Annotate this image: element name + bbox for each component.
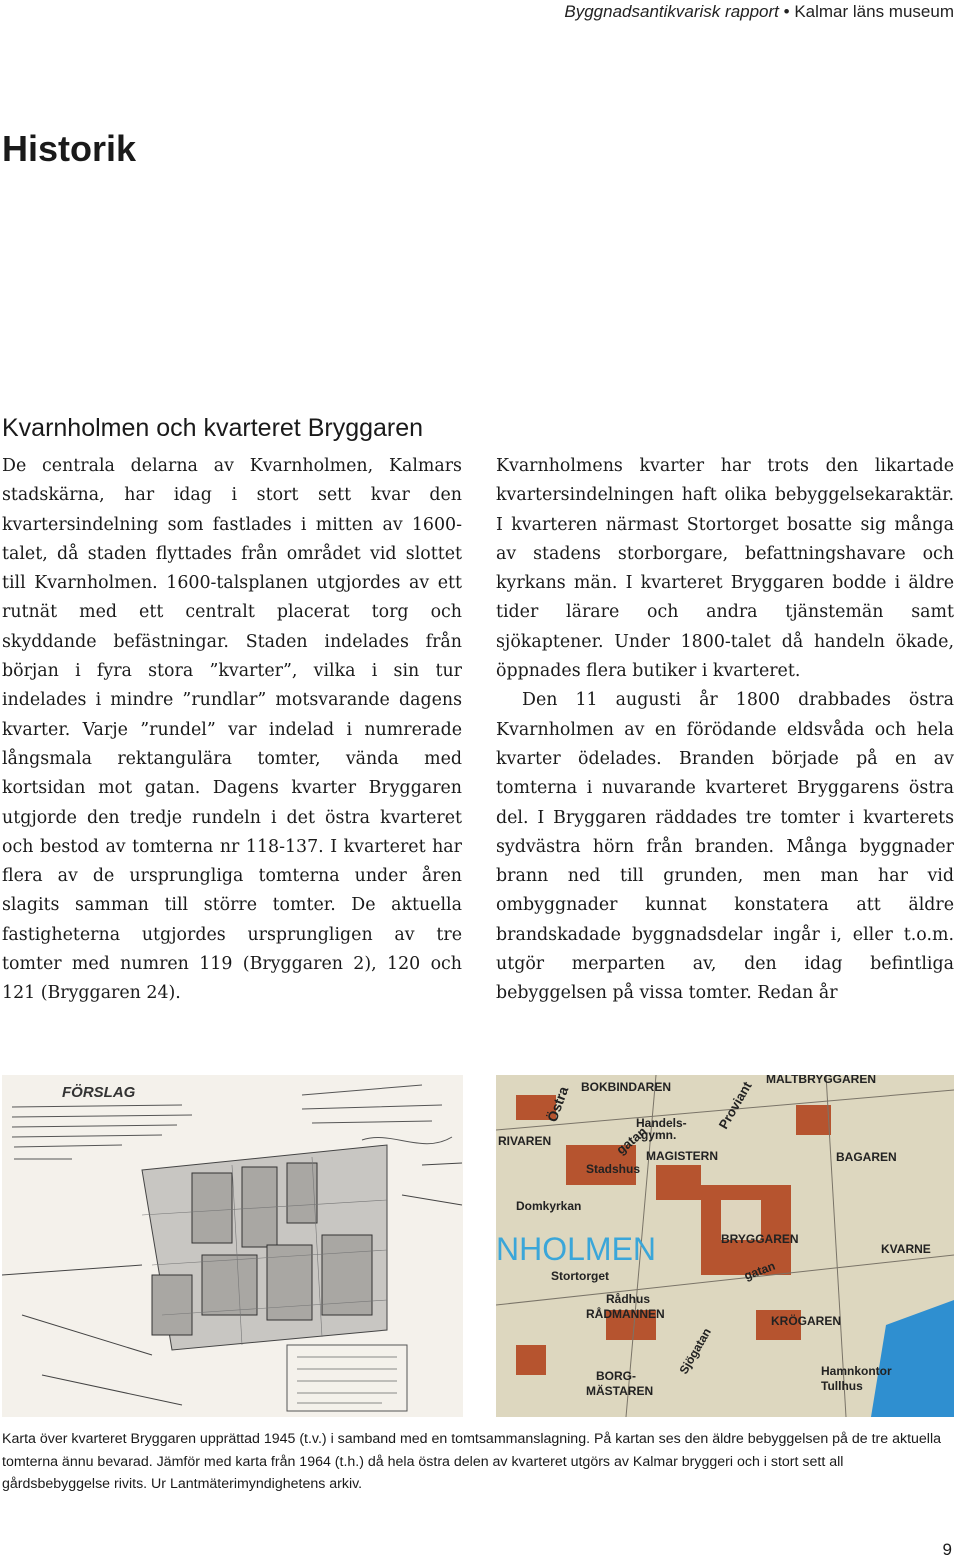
map-label: KRÖGAREN [771,1314,842,1328]
body-paragraph: Kvarnholmens kvarter har trots den likartade kvartersindelningen haft olika bebyggelsekaraktär. I kvarteren närmast Stortorget bosatte sig många av stadens storborgare, befattningshavare och kyrkans män. I kvarteret Bryggaren bodde i äldre tider lärare och andra tjänstemän samt sjökaptener. Under 1800-talet då handeln ökade, öppnades flera butiker i kvarteret. [496,456,954,682]
map-label: Proviant [715,1078,755,1132]
section-heading: Kvarnholmen och kvarteret Bryggaren [2,414,424,442]
map-label: BOKBINDAREN [581,1080,671,1094]
map-label: Rådhus [606,1292,651,1306]
map-label: Domkyrkan [516,1199,582,1213]
map-label: gatan [742,1258,778,1283]
right-text-column [496,452,954,1009]
map-label: Stadshus [586,1162,641,1176]
map-label: BRYGGAREN [721,1232,799,1246]
body-paragraph: De centrala delarna av Kvarnholmen, Kalmars stadskärna, har idag i stort sett kvar den kvartersindelning som fastlades i mitten av 1600-talet, då staden flyttades från området vid slottet till Kvarnholmen. 1600-talsplanen utgjordes av ett rutnät med ett centralt placerat torg och skyddande befästningar. Staden indelades från början i fyra stora ”kvarter”, vilka i sin tur indelades i mindre ”rundlar” motsvarande dagens kvarter. Varje ”rundel” var indelad i numrerade långsmala rektangulära tomter, vända med kortsidan mot gatan. Dagens kvarter Bryggaren utgjorde den tredje rundeln i det östra kvarteret och bestod av tomterna nr 118-137. I kvarteret har flera av de ursprungliga tomterna under åren slagits samman till större tomter. De aktuella fastigheterna utgjordes ursprungligen av tre tomter med numren 119 (Bryggaren 2), 120 och 121 (Bryggaren 24). [2,456,462,1004]
map-label: BAGAREN [836,1150,897,1164]
map-label: Östra [543,1084,572,1125]
map-label: RÅDMANNEN [586,1307,665,1321]
map-label: gymn. [641,1128,677,1142]
map-1964-figure [496,1075,954,1417]
page-number: 9 [942,1540,952,1559]
publication-name: Byggnadsantikvarisk rapport [564,2,779,21]
museum-name: Kalmar läns museum [794,2,954,21]
map-label: MÄSTAREN [586,1384,654,1398]
map-label: gatan [613,1123,650,1158]
page-title: Historik [2,128,137,169]
figure-caption: Karta över kvarteret Bryggaren upprättad 1945 (t.v.) i samband med en tomtsammanslagning. På kartan ses den äldre bebyggelsen på de tre aktuella tomterna ännu bevarad. Jämför med karta från 1964 (t.h.) då hela östra delen av kvarteret utgörs av Kalmar bryggeri och i stort sett all gårdsbebyggelse rivits. Ur Lantmäterimyndighetens arkiv. [2,1431,942,1492]
header-separator: • [783,2,790,21]
map-1964-drawing [496,1075,954,1417]
map-1945-title: FÖRSLAG [62,1084,136,1101]
running-header [564,2,954,22]
map-label: RIVAREN [498,1134,552,1148]
left-text-column [2,452,462,1009]
map-label: KVARNE [881,1242,931,1256]
map-label: MAGISTERN [646,1149,718,1163]
map-label: Stortorget [551,1269,609,1283]
map-label: Hamnkontor [821,1364,892,1378]
map-1945-drawing [2,1075,463,1417]
map-label: Tullhus [821,1379,863,1393]
map-label: NHOLMEN [496,1231,657,1267]
map-1945-figure [2,1075,463,1417]
body-paragraph: Den 11 augusti år 1800 drabbades östra Kvarnholmen av en förödande eldsvåda och hela kvarter ödelades. Branden började på en av tomterna i nuvarande kvarteret Bryggarens östra del. I Bryggaren räddades tre tomter i kvarterets sydvästra hörn från branden. Många byggnader brann ned till grunden, men man har vid ombyggnader kunnat konstatera att äldre brandskadade byggnadsdelar ingår i, eller t.o.m. utgör merparten av, den idag befintliga bebyggelsen på vissa tomter. Redan år [496,690,954,1004]
map-label: Sjögatan [676,1325,714,1377]
map-label: Handels- [636,1116,687,1130]
map-label: BORG- [596,1369,636,1383]
map-label: MALTBRYGGAREN [766,1075,876,1086]
